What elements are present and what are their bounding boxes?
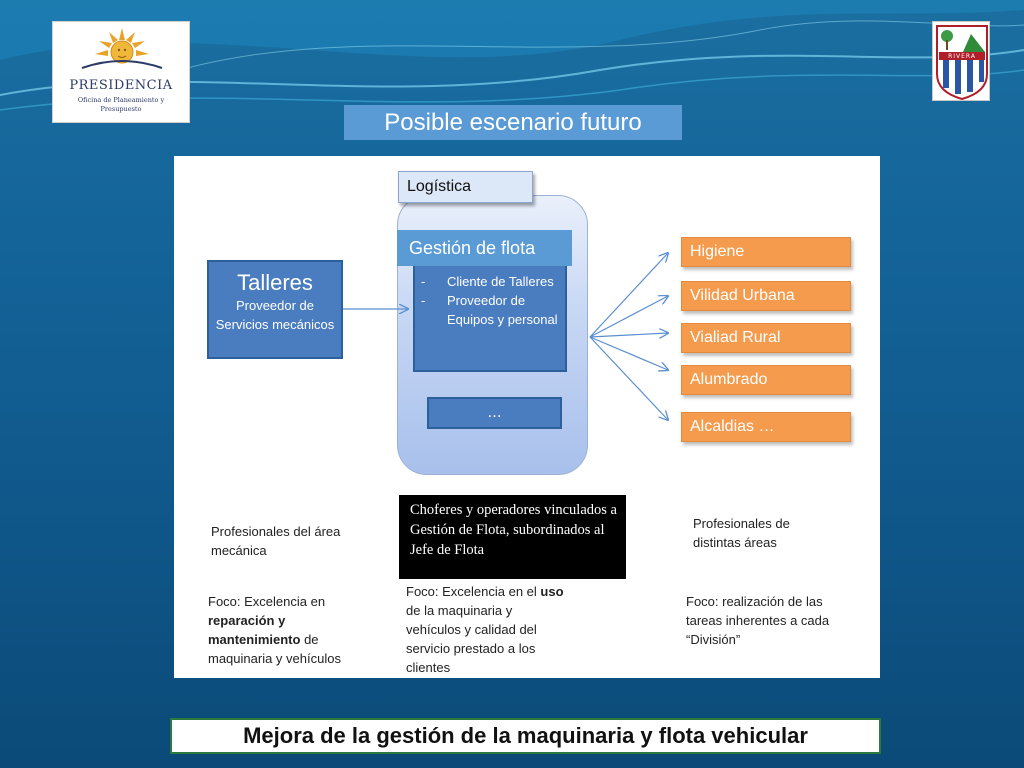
focus-center-bold: uso [540,584,564,599]
page-title: Posible escenario futuro [344,105,682,140]
division-alcaldias: Alcaldias … [681,412,851,442]
division-vialidad-urbana: Vilidad Urbana [681,281,851,311]
talleres-subtitle: Proveedor de Servicios mecánicos [215,298,335,332]
presidencia-subtitle: Oficina de Planeamiento y Presupuesto [77,96,165,113]
division-alumbrado: Alumbrado [681,365,851,395]
gestion-item: - Proveedor de Equipos y personal [421,291,565,329]
sun-emblem-icon [53,22,191,82]
presidencia-logo [52,21,190,123]
focus-left [208,592,373,668]
focus-left-text: de maquinaria y vehículos [208,632,341,666]
footer-title: Mejora de la gestión de la maquinaria y flota vehicular [170,718,881,754]
left-note: Profesionales del área mecánica [211,524,341,558]
talleres-title: Talleres [237,270,313,295]
right-note: Profesionales de distintas áreas [693,516,790,550]
focus-left-bold: reparación y mantenimiento [208,613,301,647]
choferes-box: Choferes y operadores vinculados a Gestión de Flota, subordinados al Jefe de Flota [399,495,626,579]
focus-left-text: Foco: Excelencia en [208,594,326,609]
more-box: … [427,397,562,429]
focus-center [406,582,566,677]
gestion-items [421,272,565,329]
gestion-label: Gestión de flota [397,230,572,266]
presidencia-name: PRESIDENCIA [69,78,173,93]
division-vialidad-rural: Vialiad Rural [681,323,851,353]
division-higiene: Higiene [681,237,851,267]
gestion-item: - Cliente de Talleres [421,272,565,291]
rivera-shield-icon [933,22,991,102]
focus-center-text: Foco: Excelencia en el [406,584,541,599]
rivera-logo [932,21,990,101]
focus-center-text: de la maquinaria y vehículos y calidad del servicio prestado a los clientes [406,603,537,675]
focus-right: Foco: realización de las tareas inherentes a cada “División” [686,594,830,647]
rivera-label: RIVERA [948,53,976,60]
talleres-box [207,260,343,359]
logistica-label: Logística [398,171,533,203]
